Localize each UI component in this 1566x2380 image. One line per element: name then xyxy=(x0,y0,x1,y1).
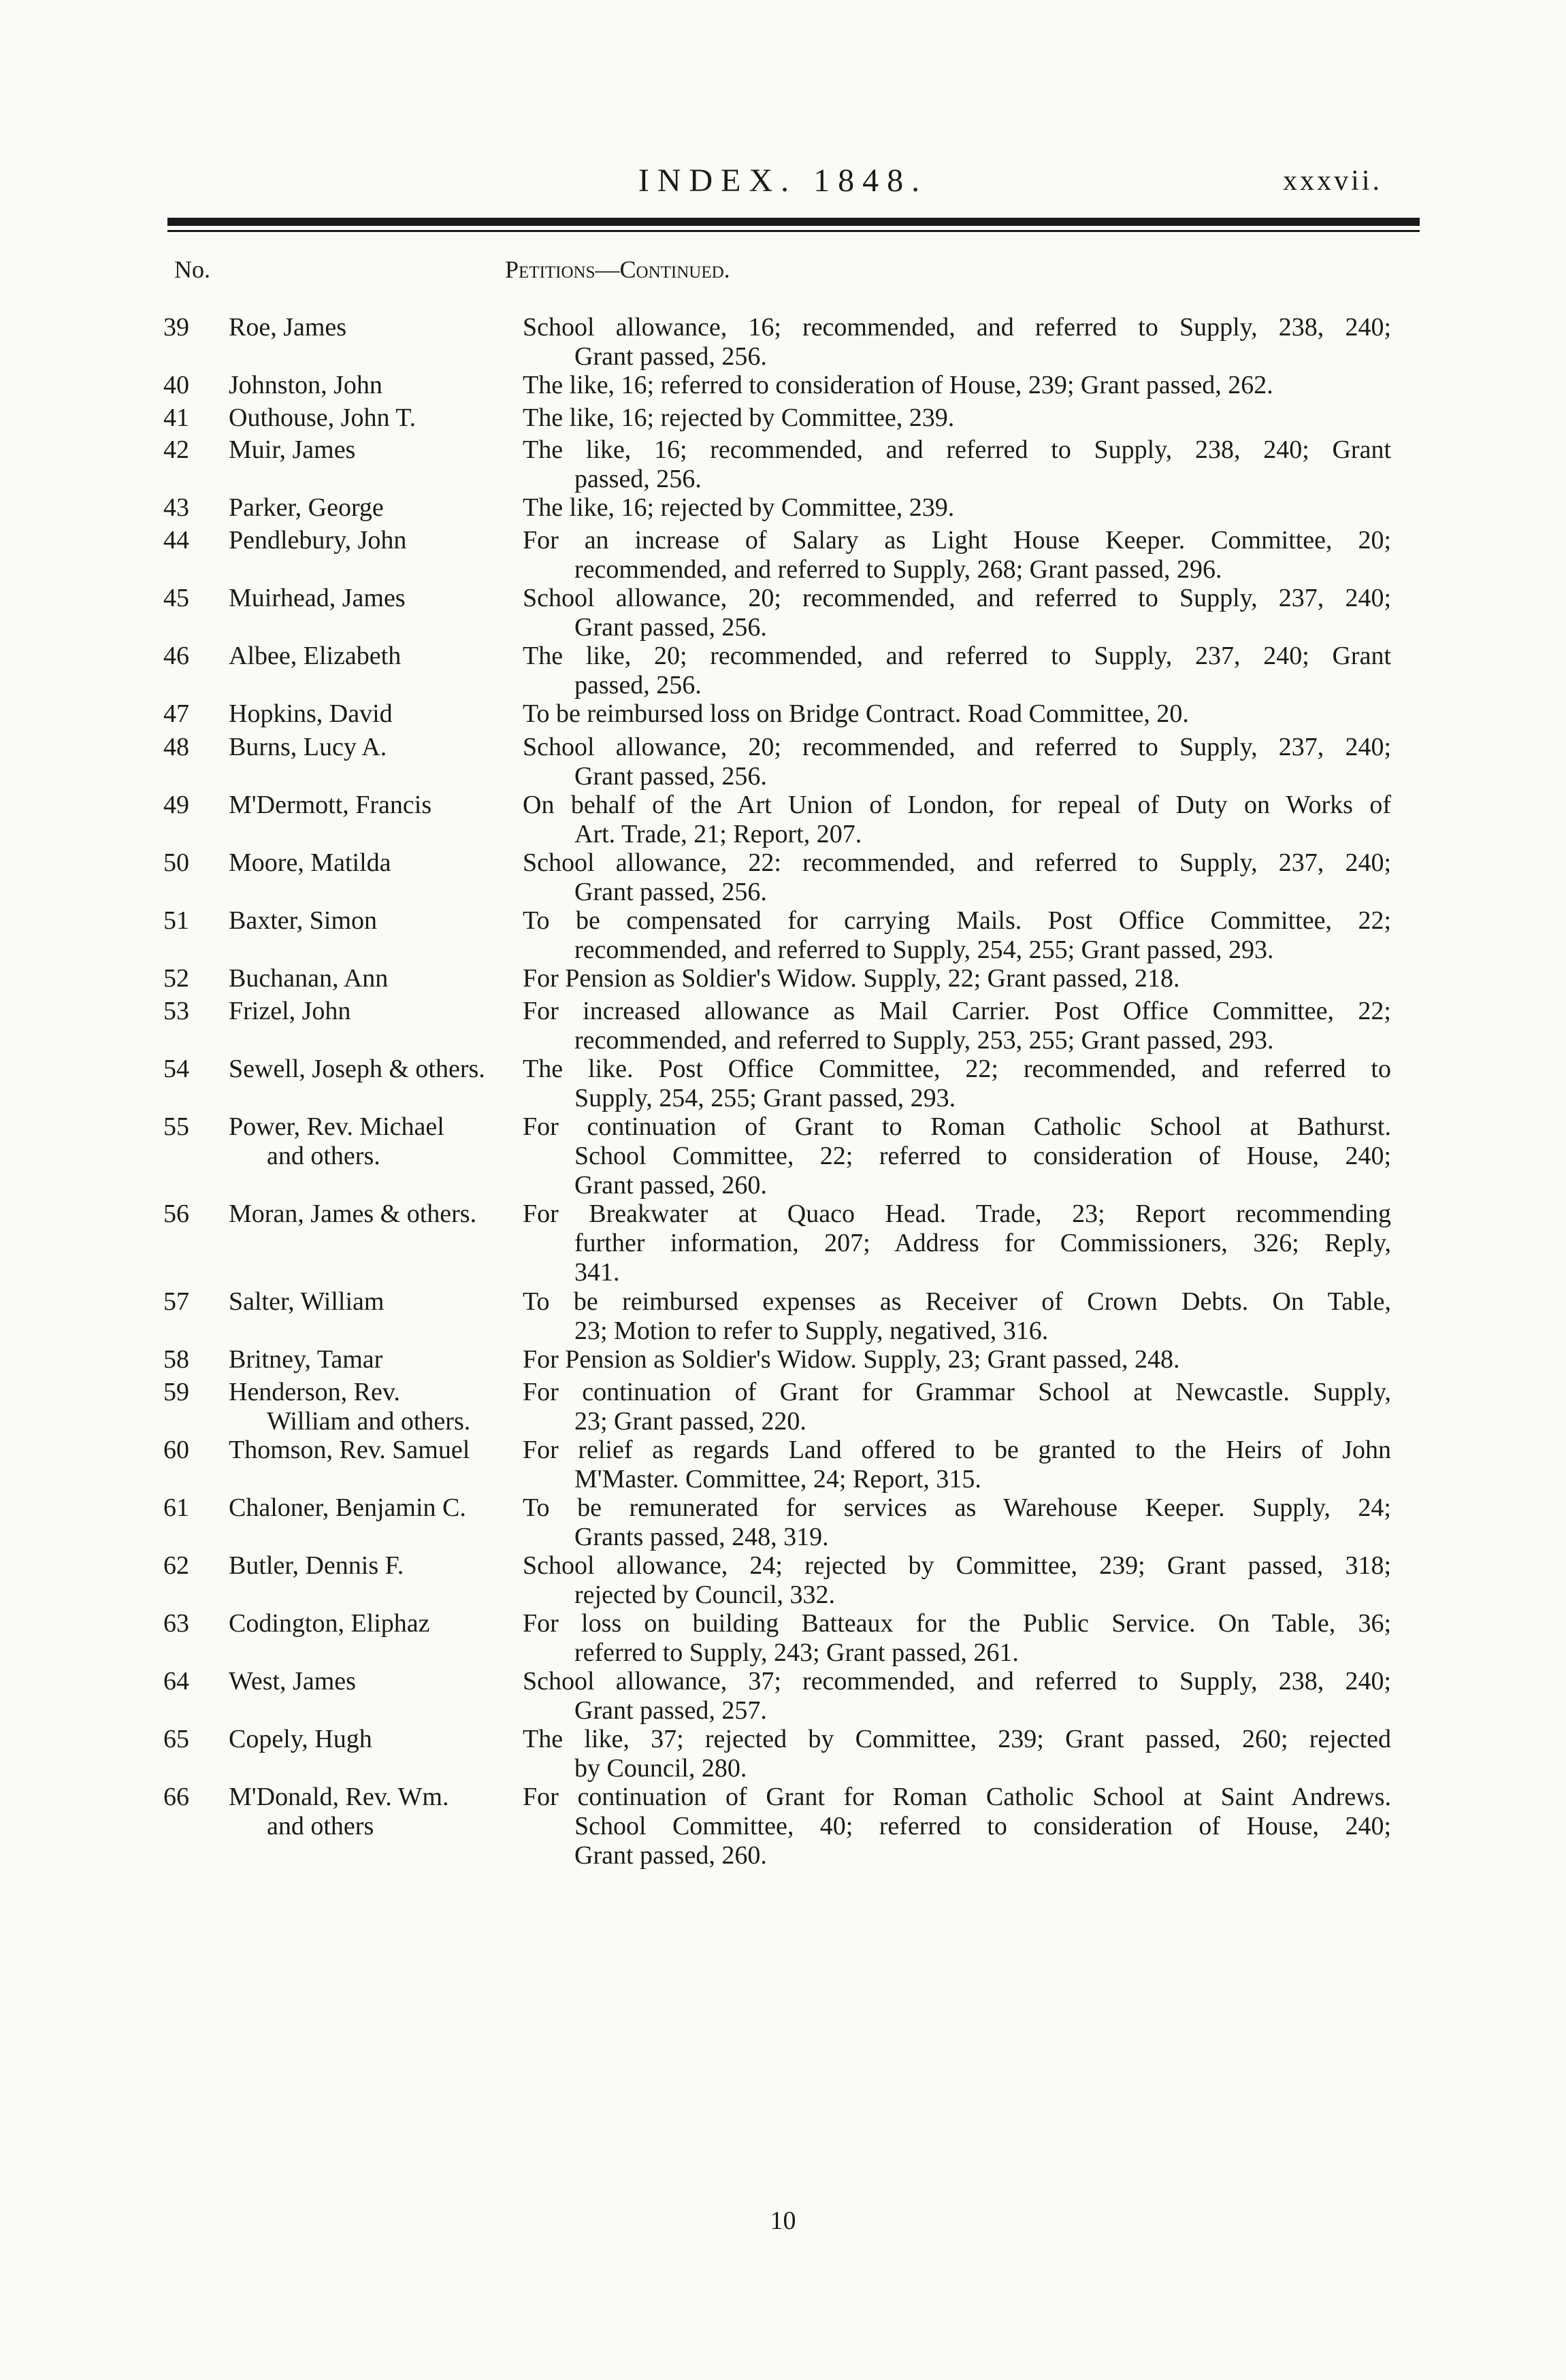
description-line: The like. Post Office Committee, 22; recommended, and referred to xyxy=(523,1055,1391,1083)
column-header-petitions: Petitions—Continued. xyxy=(505,256,730,283)
description-line: The like, 16; recommended, and referred to Supply, 238, 240; Grant xyxy=(523,435,1391,464)
petitioner-name-line: Outhouse, John T. xyxy=(229,403,417,432)
petitioner-name-line: Pendlebury, John xyxy=(229,526,407,555)
entry-petitioner xyxy=(229,906,515,936)
petitioner-name-line: Moran, James & others. xyxy=(229,1200,477,1228)
description-line: School allowance, 22: recommended, and referred to Supply, 237, 240; xyxy=(523,848,1391,877)
petitioner-name-line: Roe, James xyxy=(229,313,347,342)
entry-petitioner xyxy=(229,1667,515,1696)
entry-number: 49 xyxy=(163,791,189,819)
entry-description xyxy=(523,1112,1391,1200)
description-line: Grant passed, 256. xyxy=(574,762,767,791)
entry-number: 60 xyxy=(163,1436,189,1464)
description-line: For continuation of Grant to Roman Catholic School at Bathurst. xyxy=(523,1112,1391,1141)
petitioner-name-line: Henderson, Rev. xyxy=(229,1378,400,1406)
entry-description xyxy=(523,313,1391,371)
entry-number: 65 xyxy=(163,1725,189,1753)
entry-number: 63 xyxy=(163,1609,189,1638)
description-line: passed, 256. xyxy=(574,465,702,493)
description-line: The like, 16; rejected by Committee, 239. xyxy=(523,403,955,432)
entry-number: 58 xyxy=(163,1345,189,1374)
description-line: rejected by Council, 332. xyxy=(574,1581,836,1609)
description-line: Grant passed, 256. xyxy=(574,878,767,906)
entry-number: 52 xyxy=(163,964,189,993)
entry-petitioner xyxy=(229,1378,515,1436)
entry-number: 39 xyxy=(163,313,189,342)
description-line: To be reimbursed expenses as Receiver of Crown Debts. On Table, xyxy=(523,1287,1391,1316)
petitioner-name-line: West, James xyxy=(229,1667,356,1696)
petitioner-name-line: Baxter, Simon xyxy=(229,906,378,935)
description-line: referred to Supply, 243; Grant passed, 261. xyxy=(574,1638,1019,1667)
entry-description xyxy=(523,1551,1391,1610)
description-line: On behalf of the Art Union of London, for repeal of Duty on Works of xyxy=(523,791,1391,819)
entry-petitioner xyxy=(229,964,515,993)
entry-petitioner xyxy=(229,1783,515,1841)
description-line: For loss on building Batteaux for the Public Service. On Table, 36; xyxy=(523,1609,1391,1638)
description-line: The like, 37; rejected by Committee, 239; Grant passed, 260; rejected xyxy=(523,1725,1391,1753)
description-line: To be compensated for carrying Mails. Post Office Committee, 22; xyxy=(523,906,1391,935)
description-line: School Committee, 22; referred to consideration of House, 240; xyxy=(574,1142,1391,1170)
entry-number: 56 xyxy=(163,1200,189,1228)
entry-description xyxy=(523,493,1391,523)
petitioner-name-line: Parker, George xyxy=(229,493,384,522)
petitioner-name-line: Salter, William xyxy=(229,1287,385,1316)
description-line: For increased allowance as Mail Carrier. Post Office Committee, 22; xyxy=(523,997,1391,1025)
petitioner-name-line: Frizel, John xyxy=(229,997,351,1025)
description-line: Grant passed, 256. xyxy=(574,342,767,371)
entry-number: 41 xyxy=(163,403,189,432)
entry-description xyxy=(523,1725,1391,1783)
description-line: Grant passed, 260. xyxy=(574,1171,767,1200)
entry-description xyxy=(523,699,1391,729)
entry-description xyxy=(523,403,1391,433)
entry-description xyxy=(523,1345,1391,1374)
entry-description xyxy=(523,906,1391,965)
description-line: Supply, 254, 255; Grant passed, 293. xyxy=(574,1084,956,1112)
description-line: For an increase of Salary as Light House Keeper. Committee, 20; xyxy=(523,526,1391,555)
petitioner-name-line: Power, Rev. Michael xyxy=(229,1112,444,1141)
entry-description xyxy=(523,1378,1391,1436)
entry-petitioner xyxy=(229,699,515,729)
petitioner-name-line: Moore, Matilda xyxy=(229,848,391,877)
description-line: For Breakwater at Quaco Head. Trade, 23; Report recommending xyxy=(523,1200,1391,1228)
entry-petitioner xyxy=(229,313,515,342)
description-line: To be reimbursed loss on Bridge Contract. Road Committee, 20. xyxy=(523,699,1189,728)
description-line: The like, 16; referred to consideration of House, 239; Grant passed, 262. xyxy=(523,371,1273,399)
entry-number: 61 xyxy=(163,1493,189,1522)
entry-number: 62 xyxy=(163,1551,189,1580)
petitioner-name-line: Chaloner, Benjamin C. xyxy=(229,1493,466,1522)
entry-number: 59 xyxy=(163,1378,189,1406)
header-rule-thin xyxy=(167,230,1420,232)
entry-petitioner xyxy=(229,1551,515,1581)
entry-number: 66 xyxy=(163,1783,189,1811)
petitioner-name-line: William and others. xyxy=(267,1407,471,1436)
entry-petitioner xyxy=(229,1055,515,1084)
entry-description xyxy=(523,584,1391,642)
entry-number: 45 xyxy=(163,584,189,612)
entry-description xyxy=(523,1493,1391,1552)
description-line: To be remunerated for services as Warehouse Keeper. Supply, 24; xyxy=(523,1493,1391,1522)
entry-petitioner xyxy=(229,848,515,878)
entry-number: 54 xyxy=(163,1055,189,1083)
petitioner-name-line: Copely, Hugh xyxy=(229,1725,372,1753)
description-line: recommended, and referred to Supply, 253, 255; Grant passed, 293. xyxy=(574,1026,1274,1055)
entry-petitioner xyxy=(229,1609,515,1638)
petitioner-name-line: Thomson, Rev. Samuel xyxy=(229,1436,470,1464)
petitioner-name-line: M'Dermott, Francis xyxy=(229,791,432,819)
entry-petitioner xyxy=(229,1200,515,1229)
description-line: further information, 207; Address for Commissioners, 326; Reply, xyxy=(574,1229,1391,1257)
entry-petitioner xyxy=(229,403,515,433)
description-line: Grants passed, 248, 319. xyxy=(574,1523,829,1551)
description-line: 23; Motion to refer to Supply, negatived, 316. xyxy=(574,1317,1049,1345)
entry-petitioner xyxy=(229,371,515,400)
entry-description xyxy=(523,435,1391,494)
description-line: School allowance, 16; recommended, and referred to Supply, 238, 240; xyxy=(523,313,1391,342)
description-line: Grant passed, 256. xyxy=(574,613,767,642)
entry-petitioner xyxy=(229,997,515,1026)
entry-description xyxy=(523,997,1391,1055)
entry-number: 53 xyxy=(163,997,189,1025)
entry-petitioner xyxy=(229,584,515,613)
column-header-no: No. xyxy=(174,256,210,283)
description-line: Art. Trade, 21; Report, 207. xyxy=(574,820,862,848)
entry-number: 46 xyxy=(163,642,189,670)
entry-description xyxy=(523,964,1391,993)
entry-petitioner xyxy=(229,493,515,523)
entry-number: 48 xyxy=(163,733,189,761)
entry-description xyxy=(523,642,1391,700)
entry-petitioner xyxy=(229,791,515,820)
entry-number: 44 xyxy=(163,526,189,555)
description-line: School allowance, 20; recommended, and referred to Supply, 237, 240; xyxy=(523,733,1391,761)
entry-number: 47 xyxy=(163,699,189,728)
entry-number: 64 xyxy=(163,1667,189,1696)
entry-description xyxy=(523,1055,1391,1113)
entry-description xyxy=(523,371,1391,400)
petitioner-name-line: Codington, Eliphaz xyxy=(229,1609,430,1638)
petitioner-name-line: Buchanan, Ann xyxy=(229,964,389,993)
entry-number: 43 xyxy=(163,493,189,522)
description-line: by Council, 280. xyxy=(574,1754,747,1783)
entry-number: 42 xyxy=(163,435,189,464)
description-line: recommended, and referred to Supply, 268; Grant passed, 296. xyxy=(574,555,1222,584)
description-line: 23; Grant passed, 220. xyxy=(574,1407,806,1436)
entry-petitioner xyxy=(229,1345,515,1374)
description-line: For continuation of Grant for Roman Catholic School at Saint Andrews. xyxy=(523,1783,1391,1811)
petitioner-name-line: Britney, Tamar xyxy=(229,1345,383,1374)
entry-description xyxy=(523,848,1391,907)
description-line: School allowance, 24; rejected by Committee, 239; Grant passed, 318; xyxy=(523,1551,1391,1580)
entry-petitioner xyxy=(229,1287,515,1317)
description-line: M'Master. Committee, 24; Report, 315. xyxy=(574,1465,981,1493)
description-line: For relief as regards Land offered to be granted to the Heirs of John xyxy=(523,1436,1391,1464)
description-line: School allowance, 20; recommended, and referred to Supply, 237, 240; xyxy=(523,584,1391,612)
header-rule-thick xyxy=(167,218,1420,226)
petitioner-name-line: Muir, James xyxy=(229,435,356,464)
description-line: passed, 256. xyxy=(574,671,702,699)
description-line: 341. xyxy=(574,1258,620,1287)
petitioner-name-line: Muirhead, James xyxy=(229,584,406,612)
petitioner-name-line: and others xyxy=(267,1812,374,1840)
entry-number: 55 xyxy=(163,1112,189,1141)
description-line: recommended, and referred to Supply, 254, 255; Grant passed, 293. xyxy=(574,936,1274,964)
entry-petitioner xyxy=(229,526,515,555)
entry-description xyxy=(523,1436,1391,1494)
entry-petitioner xyxy=(229,1112,515,1171)
entry-description xyxy=(523,1200,1391,1287)
entry-petitioner xyxy=(229,642,515,671)
signature-number: 10 xyxy=(770,2207,796,2235)
entry-description xyxy=(523,791,1391,849)
entry-petitioner xyxy=(229,435,515,465)
description-line: School Committee, 40; referred to consideration of House, 240; xyxy=(574,1812,1391,1840)
petitioner-name-line: Johnston, John xyxy=(229,371,382,399)
entry-description xyxy=(523,1609,1391,1668)
entry-description xyxy=(523,733,1391,791)
entry-number: 50 xyxy=(163,848,189,877)
entry-petitioner xyxy=(229,1725,515,1754)
description-line: The like, 16; rejected by Committee, 239. xyxy=(523,493,955,522)
description-line: School allowance, 37; recommended, and referred to Supply, 238, 240; xyxy=(523,1667,1391,1696)
page-title: INDEX. 1848. xyxy=(638,163,928,199)
petitioner-name-line: Burns, Lucy A. xyxy=(229,733,387,761)
entry-description xyxy=(523,1287,1391,1346)
petitioner-name-line: Sewell, Joseph & others. xyxy=(229,1055,485,1083)
entry-petitioner xyxy=(229,733,515,762)
description-line: For Pension as Soldier's Widow. Supply, 23; Grant passed, 248. xyxy=(523,1345,1180,1374)
petitioner-name-line: M'Donald, Rev. Wm. xyxy=(229,1783,449,1811)
petitioner-name-line: and others. xyxy=(267,1142,380,1170)
description-line: For continuation of Grant for Grammar School at Newcastle. Supply, xyxy=(523,1378,1391,1406)
entry-number: 51 xyxy=(163,906,189,935)
entry-number: 57 xyxy=(163,1287,189,1316)
petitioner-name-line: Hopkins, David xyxy=(229,699,393,728)
entry-description xyxy=(523,526,1391,584)
description-line: Grant passed, 260. xyxy=(574,1841,767,1870)
description-line: The like, 20; recommended, and referred to Supply, 237, 240; Grant xyxy=(523,642,1391,670)
page-number-roman: xxxvii. xyxy=(1283,165,1382,197)
entry-description xyxy=(523,1783,1391,1870)
entry-number: 40 xyxy=(163,371,189,399)
petitioner-name-line: Albee, Elizabeth xyxy=(229,642,402,670)
entry-description xyxy=(523,1667,1391,1725)
petitioner-name-line: Butler, Dennis F. xyxy=(229,1551,404,1580)
description-line: For Pension as Soldier's Widow. Supply, 22; Grant passed, 218. xyxy=(523,964,1180,993)
entry-petitioner xyxy=(229,1436,515,1465)
entry-petitioner xyxy=(229,1493,515,1523)
description-line: Grant passed, 257. xyxy=(574,1696,767,1725)
